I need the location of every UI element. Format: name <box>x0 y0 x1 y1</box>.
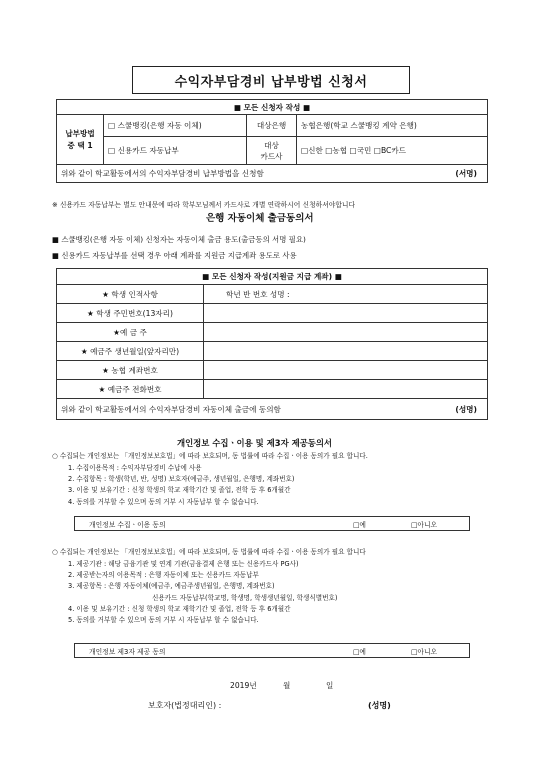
section1-statement-row <box>57 165 488 183</box>
section1-sign[interactable]: (서명) <box>455 169 477 178</box>
holder-phone-field[interactable] <box>204 380 488 399</box>
account-holder-field[interactable] <box>204 323 488 342</box>
card-note: ※ 신용카드 자동납부는 별도 안내문에 따라 학부모님께서 카드사로 개별 연락하시어 신청하셔야합니다 <box>52 201 356 209</box>
list-item: 신용카드 자동납부(학교명, 학생명, 학생생년월일, 학생식별번호) <box>152 593 338 602</box>
footer-sign[interactable]: (성명) <box>368 701 391 710</box>
section2-statement-row <box>57 399 488 420</box>
student-id-field[interactable] <box>204 304 488 323</box>
footer-guardian: 보호자(법정대리인) : <box>148 701 222 710</box>
section1-header: ■ 모든 신청자 작성 ■ <box>57 100 488 115</box>
section2-bullet-1: ■ 스쿨뱅킹(은행 자동 이체) 신청자는 자동이체 출금 용도(출금동의 서명 필요) <box>52 235 306 244</box>
consent-third-party-yes[interactable]: □예 <box>353 647 366 656</box>
row-label-student-id: ★ 학생 주민번호(13자리) <box>57 304 204 323</box>
list-item: 1. 제공기관 : 해당 금융기관 및 연계 기관(금융결제 은행 또는 신용카드사 PG사) <box>68 560 299 568</box>
page-title-text: 수익자부담경비 납부방법 신청서 <box>174 74 368 90</box>
list-item: 5. 동의를 거부할 수 있으며 동의 거부 시 자동납부 할 수 없습니다. <box>68 616 259 625</box>
section3-intro-2: ○ 수집되는 개인정보는 「개인정보보호법」에 따라 보호되며, 동 법률에 따라 수집ㆍ이용 동의가 필요 합니다 <box>52 548 366 556</box>
list-item: 2. 제공받는자의 이용목적 : 은행 자동이체 또는 신용카드 자동납부 <box>68 571 259 580</box>
footer-year: 2019년 <box>230 681 257 690</box>
third-party-list <box>68 559 337 626</box>
student-info-field[interactable]: 학년 반 번호 성명 : <box>204 285 488 304</box>
footer-day: 일 <box>326 681 334 690</box>
consent-third-party-label: 개인정보 제3자 제공 동의 <box>89 647 166 656</box>
row-label-student-info: ★ 학생 인적사항 <box>57 285 204 304</box>
target-card-label-2: 카드사 <box>260 151 283 161</box>
section2-bullet-2: ■ 신용카드 자동납부를 선택 경우 아래 계좌를 지원금 지급계좌 용도로 사용 <box>52 251 297 260</box>
section3-title: 개인정보 수집ㆍ이용 및 제3자 제공동의서 <box>177 438 333 448</box>
option-credit-card[interactable]: □ 신용카드 자동납부 <box>104 137 247 165</box>
list-item: 4. 동의를 거부할 수 있으며 동의 거부 시 자동납부 할 수 없습니다. <box>68 497 259 506</box>
list-item: 1. 수집이용목적 : 수익자부담경비 수납에 사용 <box>68 464 202 472</box>
bank-account-table <box>56 268 488 420</box>
section1-statement: 위와 같이 학교활동에서의 수익자부담경비 납부방법을 신청함 <box>61 169 264 178</box>
holder-birth-field[interactable] <box>204 342 488 361</box>
list-item: 4. 이용 및 보유기간 : 신청 학생의 학교 재학기간 및 졸업, 전학 등 후 6개월간 <box>68 604 291 613</box>
section2-sign[interactable]: (성명) <box>455 404 477 414</box>
consent-collection-label: 개인정보 수집ㆍ이용 동의 <box>89 520 166 529</box>
consent-third-party-no[interactable]: □아니오 <box>411 647 438 656</box>
consent-collection-box <box>74 516 470 531</box>
footer-month: 월 <box>283 681 291 690</box>
row-label-account-holder: ★예 금 주 <box>57 323 204 342</box>
section2-title: 은행 자동이체 출금동의서 <box>206 213 314 224</box>
consent-collection-yes[interactable]: □예 <box>353 520 366 529</box>
consent-third-party-box <box>74 643 470 658</box>
section3-intro-1: ○ 수집되는 개인정보는 「개인정보보호법」에 따라 보호되며, 동 법률에 따라 수집ㆍ이용 동의가 필요 합니다. <box>52 452 368 460</box>
section2-statement: 위와 같이 학교활동에서의 수익자부담경비 자동이체 출금에 동의함 <box>61 404 281 414</box>
row-label-holder-birth: ★ 예금주 생년월일(앞자리만) <box>57 342 204 361</box>
row-label-holder-phone: ★ 예금주 전화번호 <box>57 380 204 399</box>
target-card-label-1: 대상 <box>264 140 279 150</box>
target-card-label <box>247 137 297 165</box>
card-company-options[interactable]: □신한 □농협 □국민 □BC카드 <box>297 137 488 165</box>
account-number-field[interactable] <box>204 361 488 380</box>
target-bank-value: 농협은행(학교 스쿨뱅킹 계약 은행) <box>297 115 488 137</box>
section2-header: ■ 모든 신청자 작성(지원금 지급 계좌) ■ <box>57 269 488 285</box>
row-label-account-number: ★ 농협 계좌번호 <box>57 361 204 380</box>
payment-choice-label-2: 중 택 1 <box>67 140 93 150</box>
payment-choice-label-1: 납부방법 <box>65 128 95 138</box>
payment-choice-label <box>57 115 104 165</box>
option-school-banking[interactable]: □ 스쿨뱅킹(은행 자동 이체) <box>104 115 247 137</box>
consent-collection-no[interactable]: □아니오 <box>411 520 438 529</box>
collection-list <box>68 463 295 508</box>
target-bank-label: 대상은행 <box>247 115 297 137</box>
list-item: 3. 이용 및 보유기간 : 신청 학생의 학교 재학기간 및 졸업, 전학 등 후 6개월간 <box>68 486 291 495</box>
page-title <box>132 66 410 94</box>
list-item: 3. 제공항목 : 은행 자동이체(예금주, 예금주생년월일, 은행명, 계좌번호) <box>68 582 275 591</box>
payment-method-table <box>56 99 488 183</box>
list-item: 2. 수집항목 : 학생(학년, 반, 성명) 보호자(예금주, 생년월일, 은행명, 계좌번호) <box>68 475 295 484</box>
